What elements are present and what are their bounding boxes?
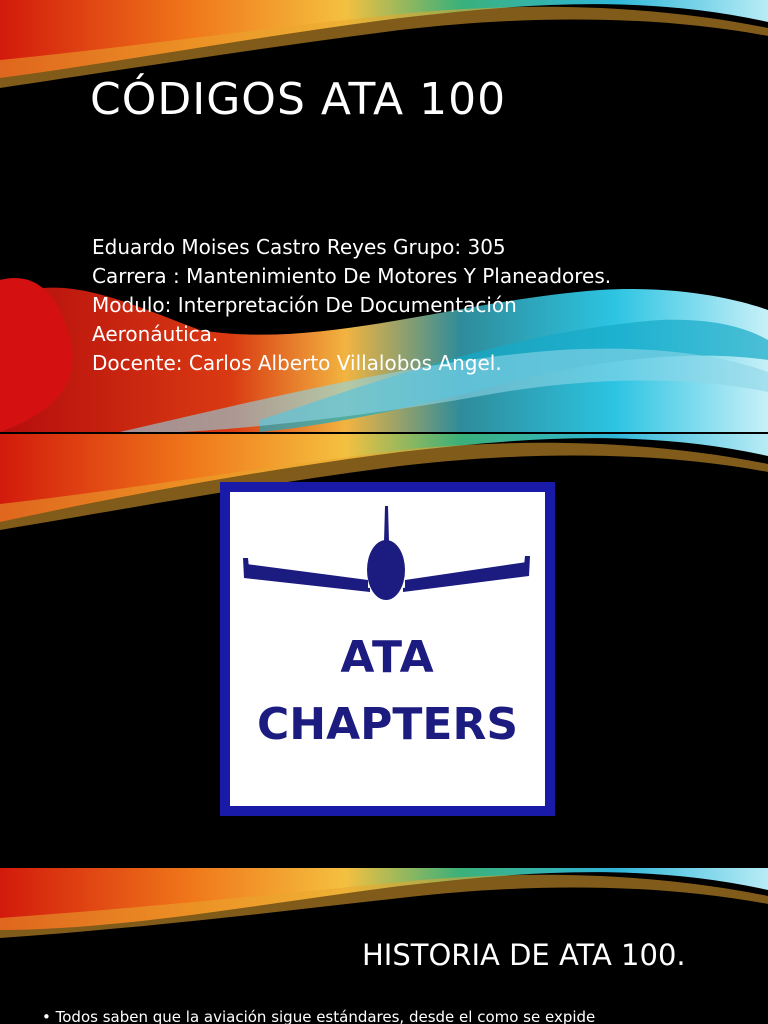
slide-title: CÓDIGOS ATA 100 xyxy=(90,74,507,125)
logo-text-ata: ATA xyxy=(340,632,435,683)
logo-text-chapters: CHAPTERS xyxy=(256,699,519,750)
module-line-continued: Aeronáutica. xyxy=(92,322,219,346)
bullet-marker: • xyxy=(42,1008,51,1024)
history-slide xyxy=(0,868,768,1024)
bullet-text: Todos saben que la aviación sigue estándares, desde el como se expide xyxy=(55,1008,596,1024)
slide-subtitle xyxy=(92,233,732,378)
slide-title: HISTORIA DE ATA 100. xyxy=(362,938,686,972)
author-line: Eduardo Moises Castro Reyes Grupo: 305 xyxy=(92,235,506,259)
logo-slide xyxy=(0,434,768,866)
career-line: Carrera : Mantenimiento De Motores Y Planeadores. xyxy=(92,264,612,288)
ata-chapters-logo xyxy=(220,482,555,816)
teacher-line: Docente: Carlos Alberto Villalobos Angel. xyxy=(92,351,502,375)
module-line: Modulo: Interpretación De Documentación xyxy=(92,293,517,317)
logo-panel xyxy=(230,492,545,806)
bullet-item xyxy=(42,1008,595,1024)
title-slide xyxy=(0,0,768,432)
